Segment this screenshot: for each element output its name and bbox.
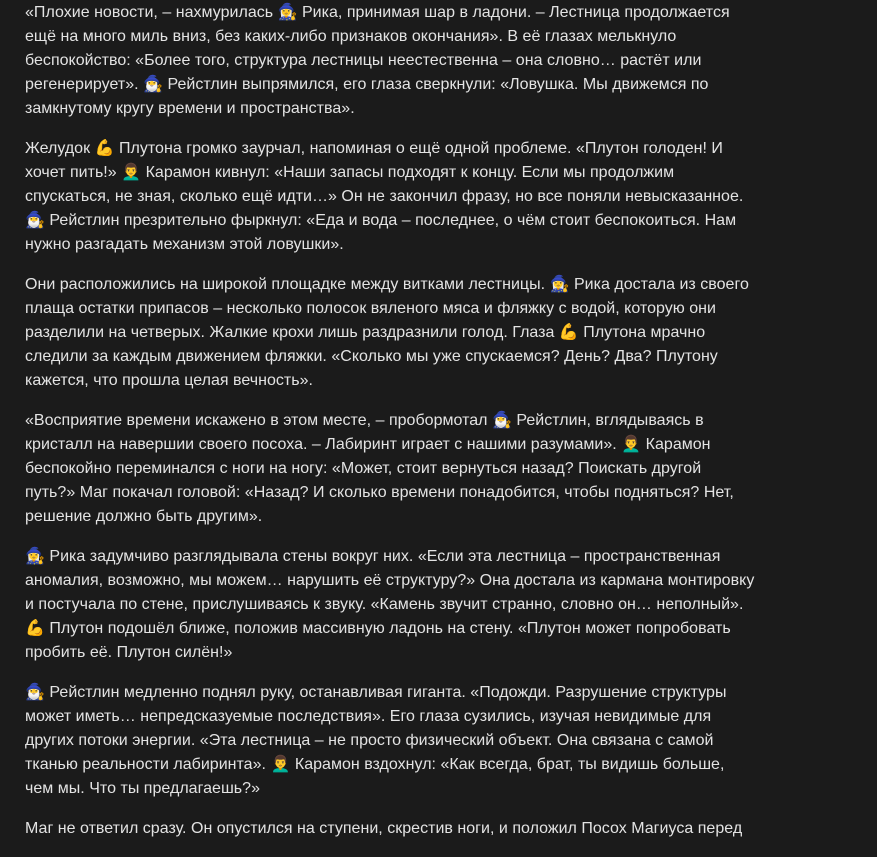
text-line: пробить её. Плутон силён!» xyxy=(25,644,233,661)
text-line: решение должно быть другим». xyxy=(25,508,263,525)
text-line: 🧙‍♀️ Рика задумчиво разглядывала стены вокруг них. «Если эта лестница – пространственная xyxy=(25,548,721,565)
text-line: нужно разгадать механизм этой ловушки». xyxy=(25,236,344,253)
text-line: ещё на много миль вниз, без каких-либо признаков окончания». В её глазах мелькнуло xyxy=(25,28,677,45)
text-line: чем мы. Что ты предлагаешь?» xyxy=(25,780,260,797)
text-line: замкнутому кругу времени и пространства». xyxy=(25,100,355,117)
text-line: кажется, что прошла целая вечность». xyxy=(25,372,314,389)
text-line: 🧙‍♂️ Рейстлин медленно поднял руку, останавливая гиганта. «Подожди. Разрушение структуры xyxy=(25,684,727,701)
text-line: тканью реальности лабиринта». 👨‍🦱 Карамон вздохнул: «Как всегда, брат, ты видишь больше, xyxy=(25,756,725,773)
text-line: и постучала по стене, прислушиваясь к звуку. «Камень звучит странно, словно он… неполный». xyxy=(25,596,744,613)
text-line: «Плохие новости, – нахмурилась 🧙‍♀️ Рика, принимая шар в ладони. – Лестница продолжается xyxy=(25,4,730,21)
text-line: аномалия, возможно, мы можем… нарушить её структуру?» Она достала из кармана монтировку xyxy=(25,572,755,589)
text-line: хочет пить!» 👨‍🦱 Карамон кивнул: «Наши запасы подходят к концу. Если мы продолжим xyxy=(25,164,675,181)
text-line: кристалл на навершии своего посоха. – Лабиринт играет с нашими разумами». 👨‍🦱 Карамон xyxy=(25,436,711,453)
story-paragraph-5 xyxy=(25,545,770,665)
story-paragraph-4 xyxy=(25,409,770,529)
text-line: беспокойство: «Более того, структура лестницы неестественна – она словно… растёт или xyxy=(25,52,702,69)
text-line: может иметь… непредсказуемые последствия». Его глаза сузились, изучая невидимые для xyxy=(25,708,712,725)
text-line: путь?» Маг покачал головой: «Назад? И сколько времени понадобится, чтобы подняться? Нет, xyxy=(25,484,734,501)
text-line: плаща остатки припасов – несколько полосок вяленого мяса и фляжку с водой, которую они xyxy=(25,300,716,317)
story-paragraph-7 xyxy=(25,817,770,841)
text-line: Маг не ответил сразу. Он опустился на ступени, скрестив ноги, и положил Посох Магиуса перед xyxy=(25,820,743,837)
text-line: разделили на четверых. Жалкие крохи лишь раздразнили голод. Глаза 💪 Плутона мрачно xyxy=(25,324,706,341)
text-line: регенерирует». 🧙‍♂️ Рейстлин выпрямился, его глаза сверкнули: «Ловушка. Мы движемся по xyxy=(25,76,709,93)
text-line: следили за каждым движением фляжки. «Сколько мы уже спускаемся? День? Два? Плутону xyxy=(25,348,718,365)
story-paragraph-3 xyxy=(25,273,770,393)
text-line: Желудок 💪 Плутона громко заурчал, напоминая о ещё одной проблеме. «Плутон голоден! И xyxy=(25,140,723,157)
text-line: 🧙‍♂️ Рейстлин презрительно фыркнул: «Еда и вода – последнее, о чём стоит беспокоиться. Нам xyxy=(25,212,737,229)
text-line: спускаться, не зная, сколько ещё идти…» Он не закончил фразу, но все поняли невысказанное. xyxy=(25,188,744,205)
text-line: Они расположились на широкой площадке между витками лестницы. 🧙‍♀️ Рика достала из своего xyxy=(25,276,749,293)
story-paragraph-6 xyxy=(25,681,770,801)
text-line: «Восприятие времени искажено в этом месте, – пробормотал 🧙‍♂️ Рейстлин, вглядываясь в xyxy=(25,412,704,429)
text-line: беспокойно переминался с ноги на ногу: «Может, стоит вернуться назад? Поискать другой xyxy=(25,460,702,477)
text-line: других потоки энергии. «Эта лестница – не просто физический объект. Она связана с самой xyxy=(25,732,714,749)
story-paragraph-2 xyxy=(25,137,770,257)
story-text xyxy=(25,1,770,857)
text-line: 💪 Плутон подошёл ближе, положив массивную ладонь на стену. «Плутон может попробовать xyxy=(25,620,731,637)
story-paragraph-1 xyxy=(25,1,770,121)
